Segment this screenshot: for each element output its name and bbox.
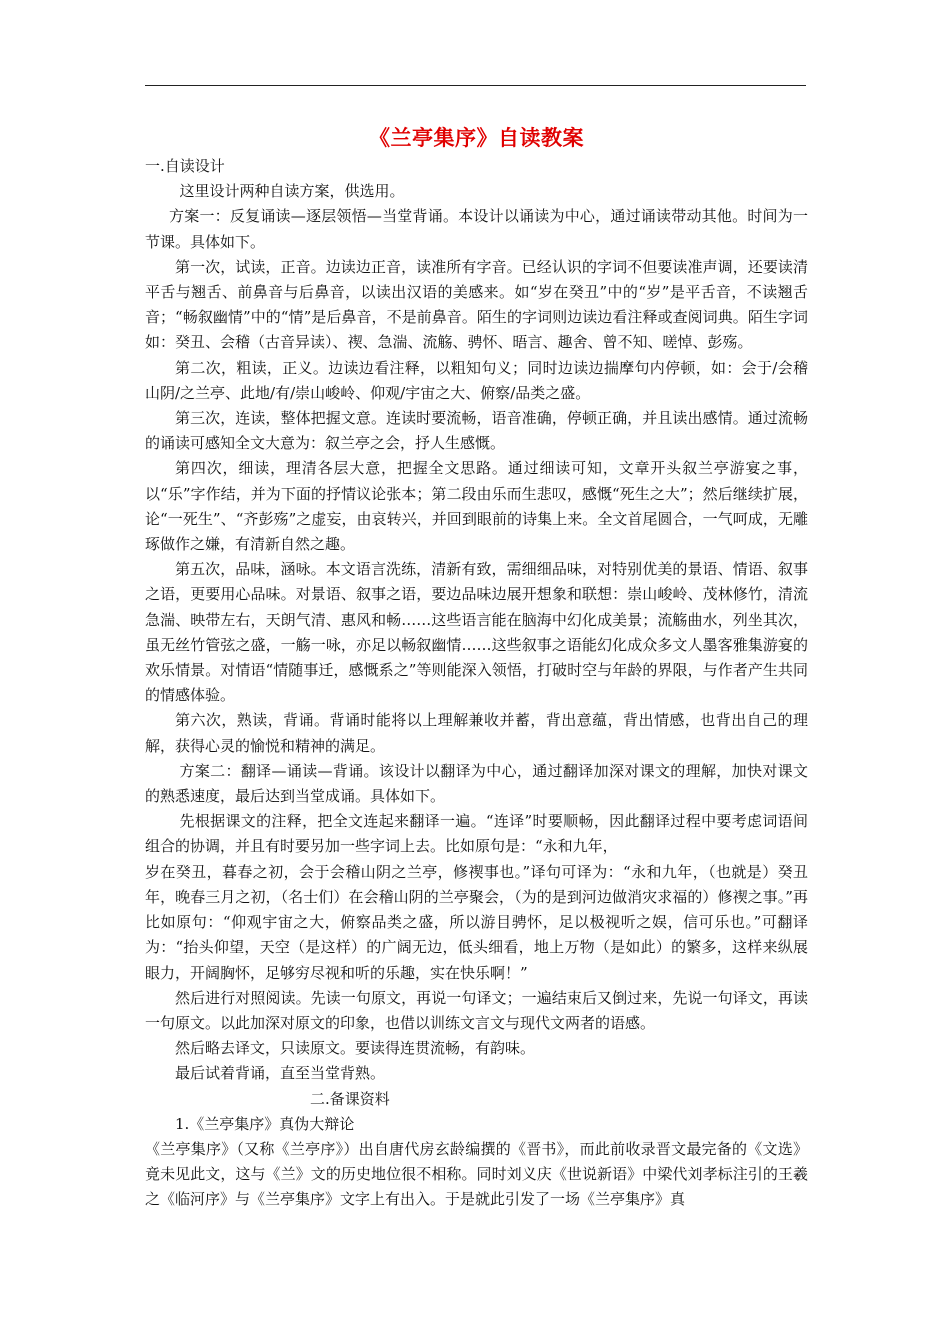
paragraph-authenticity: 《兰亭集序》（又称《兰亭序》）出自唐代房玄龄编撰的《晋书》，而此前收录晋文最完备的《文选》竟未见此文，这与《兰》文的历史地位很不相称。同时刘义庆《世说新语》中梁代刘孝标注引的王羲之《临河序》与《兰亭集序》文字上有出入。于是就此引发了一场《兰亭集序》真 bbox=[145, 1139, 808, 1209]
document-body bbox=[145, 120, 808, 1213]
section-heading-lesson-materials: 二.备课资料 bbox=[310, 1089, 390, 1108]
paragraph-third-reading: 第三次，连读，整体把握文意。连读时要流畅，语音准确，停顿正确，并且读出感情。通过流畅的诵读可感知全文大意为：叙兰亭之会，抒人生感慨。 bbox=[145, 409, 808, 453]
paragraph: 这里设计两种自读方案，供选用。 bbox=[179, 182, 405, 201]
subheading-authenticity-debate: 1.《兰亭集序》真伪大辩论 bbox=[175, 1114, 355, 1133]
paragraph-original-only: 然后略去译文，只读原文。要读得连贯流畅，有韵味。 bbox=[175, 1039, 536, 1058]
paragraph-fourth-reading: 第四次，细读，理清各层大意，把握全文思路。通过细读可知，文章开头叙兰亭游宴之事，以“乐”字作结，并为下面的抒情议论张本；第二段由乐而生悲叹，感慨“死生之大”；然后继续扩展，论“一死生”、“齐彭殇”之虚妄，由哀转兴，并回到眼前的诗集上来。全文首尾圆合，一气呵成，无雕琢做作之嫌，有清新自然之趣。 bbox=[145, 459, 808, 554]
paragraph-second-reading: 第二次，粗读，正义。边读边看注释，以粗知句义；同时边读边揣摩句内停顿，如：会于/会稽山阴/之兰亭、此地/有/崇山峻岭、仰观/宇宙之大、俯察/品类之盛。 bbox=[145, 358, 808, 402]
paragraph-translation: 先根据课文的注释，把全文连起来翻译一遍。“连译”时要顺畅，因此翻译过程中要考虑词语间组合的协调，并且有时要另加一些字词上去。比如原句是：“永和九年， bbox=[145, 812, 808, 856]
paragraph-translation-continued: 岁在癸丑，暮春之初，会于会稽山阴之兰亭，修禊事也。”译句可译为：“永和九年，（也就是）癸丑年，晚春三月之初，（名士们）在会稽山阴的兰亭聚会，（为的是到河边做消灾求福的）修禊之事。”再比如原句：“仰观宇宙之大，俯察品类之盛，所以游目骋怀，足以极视听之娱，信可乐也。”可翻译为：“抬头仰望，天空（是这样）的广阔无边，低头细看，地上万物（是如此）的繁多，这样来纵展眼力，开阔胸怀，足够穷尽视和听的乐趣，实在快乐啊！” bbox=[145, 862, 808, 982]
paragraph-sixth-reading: 第六次，熟读，背诵。背诵时能将以上理解兼收并蓄，背出意蕴，背出情感，也背出自己的理解，获得心灵的愉悦和精神的满足。 bbox=[145, 711, 808, 755]
paragraph-fifth-reading: 第五次，品味，涵咏。本文语言洗练，清新有致，需细细品味，对特别优美的景语、情语、叙事之语，更要用心品味。对景语、叙事之语，要边品味边展开想象和联想：崇山峻岭、茂林修竹，清流急湍、映带左右，天朗气清、惠风和畅……这些语言能在脑海中幻化成美景；流觞曲水，列坐其次，虽无丝竹管弦之盛，一觞一咏，亦足以畅叙幽情……这些叙事之语能幻化成众多文人墨客雅集游宴的欢乐情景。对情语“情随事迁，感慨系之”等则能深入领悟，打破时空与年龄的界限，与作者产生共同的情感体验。 bbox=[145, 560, 808, 705]
paragraph-first-reading: 第一次，试读，正音。边读边正音，读准所有字音。已经认识的字词不但要读准声调，还要读清平舌与翘舌、前鼻音与后鼻音，以读出汉语的美感来。如“岁在癸丑”中的“岁”是平舌音，不读翘舌音；“畅叙幽情”中的“情”是后鼻音，不是前鼻音。陌生的字词则边读边看注释或查阅词典。陌生字词如：癸丑、会稽（古音异读）、禊、急湍、流觞、骋怀、晤言、趣舍、曾不知、嗟悼、彭殇。 bbox=[145, 257, 808, 352]
header-rule bbox=[145, 85, 806, 86]
section-heading-self-reading: 一.自读设计 bbox=[145, 157, 225, 175]
paragraph-recite: 最后试着背诵，直至当堂背熟。 bbox=[175, 1064, 386, 1083]
paragraph-compare-reading: 然后进行对照阅读。先读一句原文，再说一句译文；一遍结束后又倒过来，先说一句译文，再读一句原文。以此加深对原文的印象，也借以训练文言文与现代文两者的语感。 bbox=[145, 988, 808, 1032]
paragraph-plan-one: 方案一：反复诵读—逐层领悟—当堂背诵。本设计以诵读为中心，通过诵读带动其他。时间为一节课。具体如下。 bbox=[145, 207, 808, 251]
paragraph-plan-two: 方案二：翻译—诵读—背诵。该设计以翻译为中心，通过翻译加深对课文的理解，加快对课文的熟悉速度，最后达到当堂成诵。具体如下。 bbox=[145, 761, 808, 806]
document-title: 《兰亭集序》自读教案 bbox=[369, 125, 584, 150]
